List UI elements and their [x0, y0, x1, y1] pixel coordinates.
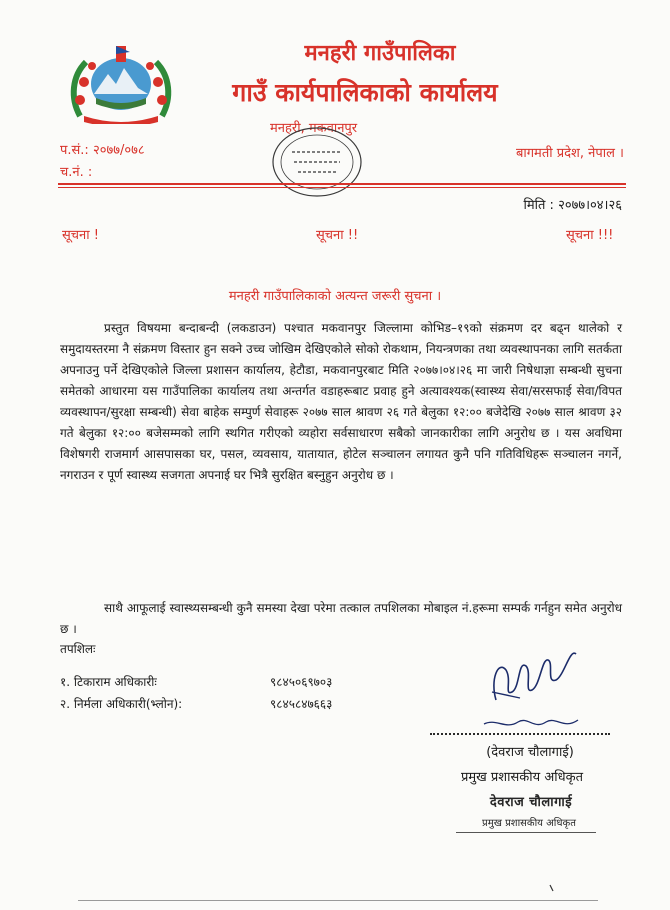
notice-label-3: सूचना !!!	[566, 228, 614, 243]
notice-label-2: सूचना !!	[316, 228, 359, 243]
office-stamp-icon	[262, 122, 372, 202]
notice-subject: मनहरी गाउँपालिकाको अत्यन्त जरूरी सुचना ।	[228, 289, 442, 304]
signatory-name: (देवराज चौलागाई)	[486, 745, 574, 760]
contact-name: १. टिकाराम अधिकारीः	[60, 675, 157, 689]
office-name: गाउँ कार्यपालिकाको कार्यालय	[232, 78, 498, 107]
stray-mark-icon	[549, 884, 555, 892]
contact-phone: ९८४५०६९७०३	[270, 675, 333, 689]
footer-line	[78, 900, 598, 901]
nepal-emblem-icon	[62, 38, 180, 124]
header-divider-thin	[58, 187, 626, 188]
body-paragraph-2: साथै आफूलाई स्वास्थ्यसम्बन्धी कुनै समस्या देखा परेमा तत्काल तपशिलका मोबाइल नं.हरूमा सम्पर्क गर्नहुन समेत अनुरोध छ ।	[60, 601, 622, 636]
contact-phone: ९८४५८४७६६३	[270, 697, 333, 711]
municipality-name: मनहरी गाउँपालिका	[304, 41, 456, 66]
details-label: तपशिलः	[60, 642, 96, 656]
dispatch-number: च.नं. :	[60, 165, 93, 180]
reference-number: प.सं.: २०७७/०७८	[60, 143, 145, 158]
letter-date: मिति : २०७७।०४।२६	[523, 198, 622, 213]
stamp-underline	[456, 832, 596, 833]
signatory-title: प्रमुख प्रशासकीय अधिकृत	[460, 770, 584, 785]
handwritten-signature	[476, 640, 586, 736]
notice-label-1: सूचना !	[62, 228, 99, 243]
contact-name: २. निर्मला अधिकारी(भ्लोन):	[60, 697, 183, 711]
office-address: मनहरी, मकवानपुर	[270, 121, 358, 136]
province-label: बागमती प्रदेश, नेपाल ।	[515, 146, 624, 161]
title-stamp: प्रमुख प्रशासकीय अधिकृत	[482, 818, 576, 829]
header-divider	[58, 183, 626, 185]
body-paragraph-1: प्रस्तुत विषयमा बन्दाबन्दी (लकडाउन) पश्चात मकवानपुर जिल्लामा कोभिड–१९को संक्रमण दर बढ्न थालेको र समुदायस्तरमा नै संक्रमण विस्तार हुन सक्ने उच्च जोखिम देखिएकोले सोको रोकथाम, नियन्त्रणका तथा व्यवस्थापनका लागि सतर्कता अपनाउनु पर्ने देखिएकोले जिल्ला प्रशासन कार्यालय, हेटौडा, मकवानपुरबाट मिति २०७७।०४।२६ मा जारी निषेधाज्ञा सम्बन्धी सुचना समेतको आधारमा यस गाउँपालिका कार्यालय तथा अन्तर्गत वडाहरूबाट प्रवाह हुने अत्यावश्यक(स्वास्थ्य सेवा/सरसफाई सेवा/विपत व्यवस्थापन/सुरक्षा सम्बन्धी) सेवा बाहेक सम्पुर्ण सेवाहरू २०७७ साल श्रावण २६ गते बेलुका १२:०० बजेदेखि २०७७ साल श्रावण ३२ गते बेलुका १२:०० बजेसम्मको लागि स्थगित गरीएको व्यहोरा सर्वसाधारण सबैको जानकारीका लागि अनुरोध छ । यस अवधिमा विशेषगरी राजमार्ग आसपासका घर, पसल, व्यवसाय, यातायात, होटेल सञ्चालन लगायत कुनै पनि गतिविधिहरू सञ्चालन नगर्ने, नगराउन र पूर्ण स्वास्थ्य सजगता अपनाई घर भित्रै सुरक्षित बस्नुहुन अनुरोध छ ।	[60, 321, 622, 482]
signature-line	[430, 733, 610, 735]
name-stamp: देवराज चौलागाई	[489, 795, 573, 810]
